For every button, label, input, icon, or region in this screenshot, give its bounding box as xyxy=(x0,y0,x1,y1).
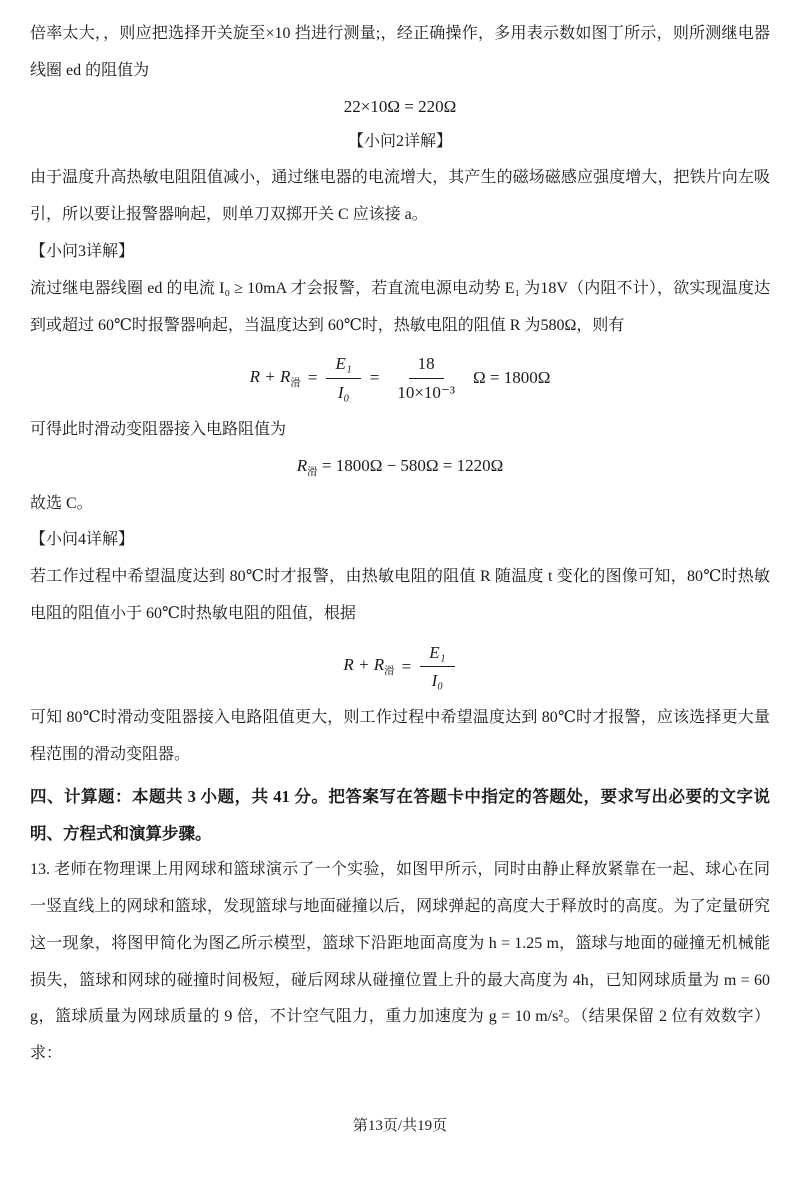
formula-rheostat-value xyxy=(30,456,770,479)
var-r: R xyxy=(296,455,308,475)
heading-subquestion-2: 【小问2详解】 xyxy=(347,132,452,150)
paragraph-subquestion-2-answer: 由于温度升高热敏电阻阻值减小，通过继电器的电流增大，其产生的磁场磁感应强度增大，把铁片向左吸引，所以要让报警器响起，则单刀双掷开关 C 应该接 a。 xyxy=(30,169,770,224)
paragraph-answer-choice: 故选 C。 xyxy=(30,494,93,512)
numerator-18: 18 xyxy=(409,353,444,378)
denominator-i0: I₀ xyxy=(431,671,444,691)
paragraph-question-13: 13. 老师在物理课上用网球和篮球演示了一个实验，如图甲所示，同时由静止释放紧靠在一起、球心在同一竖直线上的网球和篮球，发现篮球与地面碰撞以后，网球弹起的高度大于释放时的高度。为了定量研究这一现象，将图甲简化为图乙所示模型，篮球下沿距地面高度为 h = 1.25 m，篮球与地面的碰撞无机械能损失，篮球和网球的碰撞时间极短，碰后网球从碰撞位置上升的最大高度为 4h，已知网球质量为 m = 60 g，篮球质量为网球质量的 9 倍，不计空气阻力，重力加速度为 g = 10 m/s²。（结果保留 2 位有效数字）求： xyxy=(30,861,770,1063)
subscript-slider: 滑 xyxy=(384,666,395,678)
numerator-e1: E₁ xyxy=(420,642,454,667)
equals-sign: = xyxy=(307,368,318,388)
equals-sign: = xyxy=(369,368,380,388)
var-r-plus-r: R + R xyxy=(343,655,385,675)
paragraph-subquestion-3-setup: 流过继电器线圈 ed 的电流 I₀ ≥ 10mA 才会报警，若直流电源电动势 E₁ 为18V（内阻不计），欲实现温度达到或超过 60℃时报警器响起，当温度达到 60℃时，热敏电阻的阻值 R 为580Ω，则有 xyxy=(30,279,770,334)
page-footer: 第13页/共19页 xyxy=(352,1118,448,1134)
numerator-e1: E₁ xyxy=(326,353,360,378)
denominator-10e-3: 10×10⁻³ xyxy=(397,382,456,402)
fraction-emf-over-current xyxy=(420,642,454,692)
fraction-numeric xyxy=(388,353,464,403)
formula-result: Ω = 1800Ω xyxy=(473,368,551,388)
formula-rest: = 1800Ω − 580Ω = 1220Ω xyxy=(321,455,504,475)
formula-series-resistance-general xyxy=(30,642,770,692)
var-r-plus-r: R + R xyxy=(249,366,291,386)
paragraph-rheostat-intro: 可得此时滑动变阻器接入电路阻值为 xyxy=(30,420,287,438)
denominator-i0: I₀ xyxy=(337,382,350,402)
subscript-slider: 滑 xyxy=(307,466,318,478)
formula-lhs xyxy=(343,655,394,678)
formula-series-resistance xyxy=(30,353,770,403)
paragraph-subquestion-4-conclusion: 可知 80℃时滑动变阻器接入电路阻值更大，则工作过程中希望温度达到 80℃时才报警，应该选择更大量程范围的滑动变阻器。 xyxy=(30,709,770,764)
equals-sign: = xyxy=(401,656,412,676)
heading-subquestion-4: 【小问4详解】 xyxy=(30,531,135,549)
paragraph-multimeter-reading: 倍率太大，，则应把选择开关旋至×10 挡进行测量;，经正确操作，多用表示数如图丁所示，则所测继电器线圈 ed 的阻值为 xyxy=(30,25,770,79)
section-heading-calculation: 四、计算题：本题共 3 小题，共 41 分。把答案写在答题卡中指定的答题处，要求写出必要的文字说明、方程式和演算步骤。 xyxy=(30,786,770,844)
formula-lhs xyxy=(250,367,301,390)
fraction-emf-over-current xyxy=(326,353,360,403)
subscript-slider: 滑 xyxy=(290,377,301,389)
paragraph-subquestion-4-setup: 若工作过程中希望温度达到 80℃时才报警，由热敏电阻的阻值 R 随温度 t 变化的图像可知，80℃时热敏电阻的阻值小于 60℃时热敏电阻的阻值，根据 xyxy=(30,568,770,623)
heading-subquestion-3: 【小问3详解】 xyxy=(30,242,135,260)
formula-coil-resistance: 22×10Ω = 220Ω xyxy=(343,96,457,116)
